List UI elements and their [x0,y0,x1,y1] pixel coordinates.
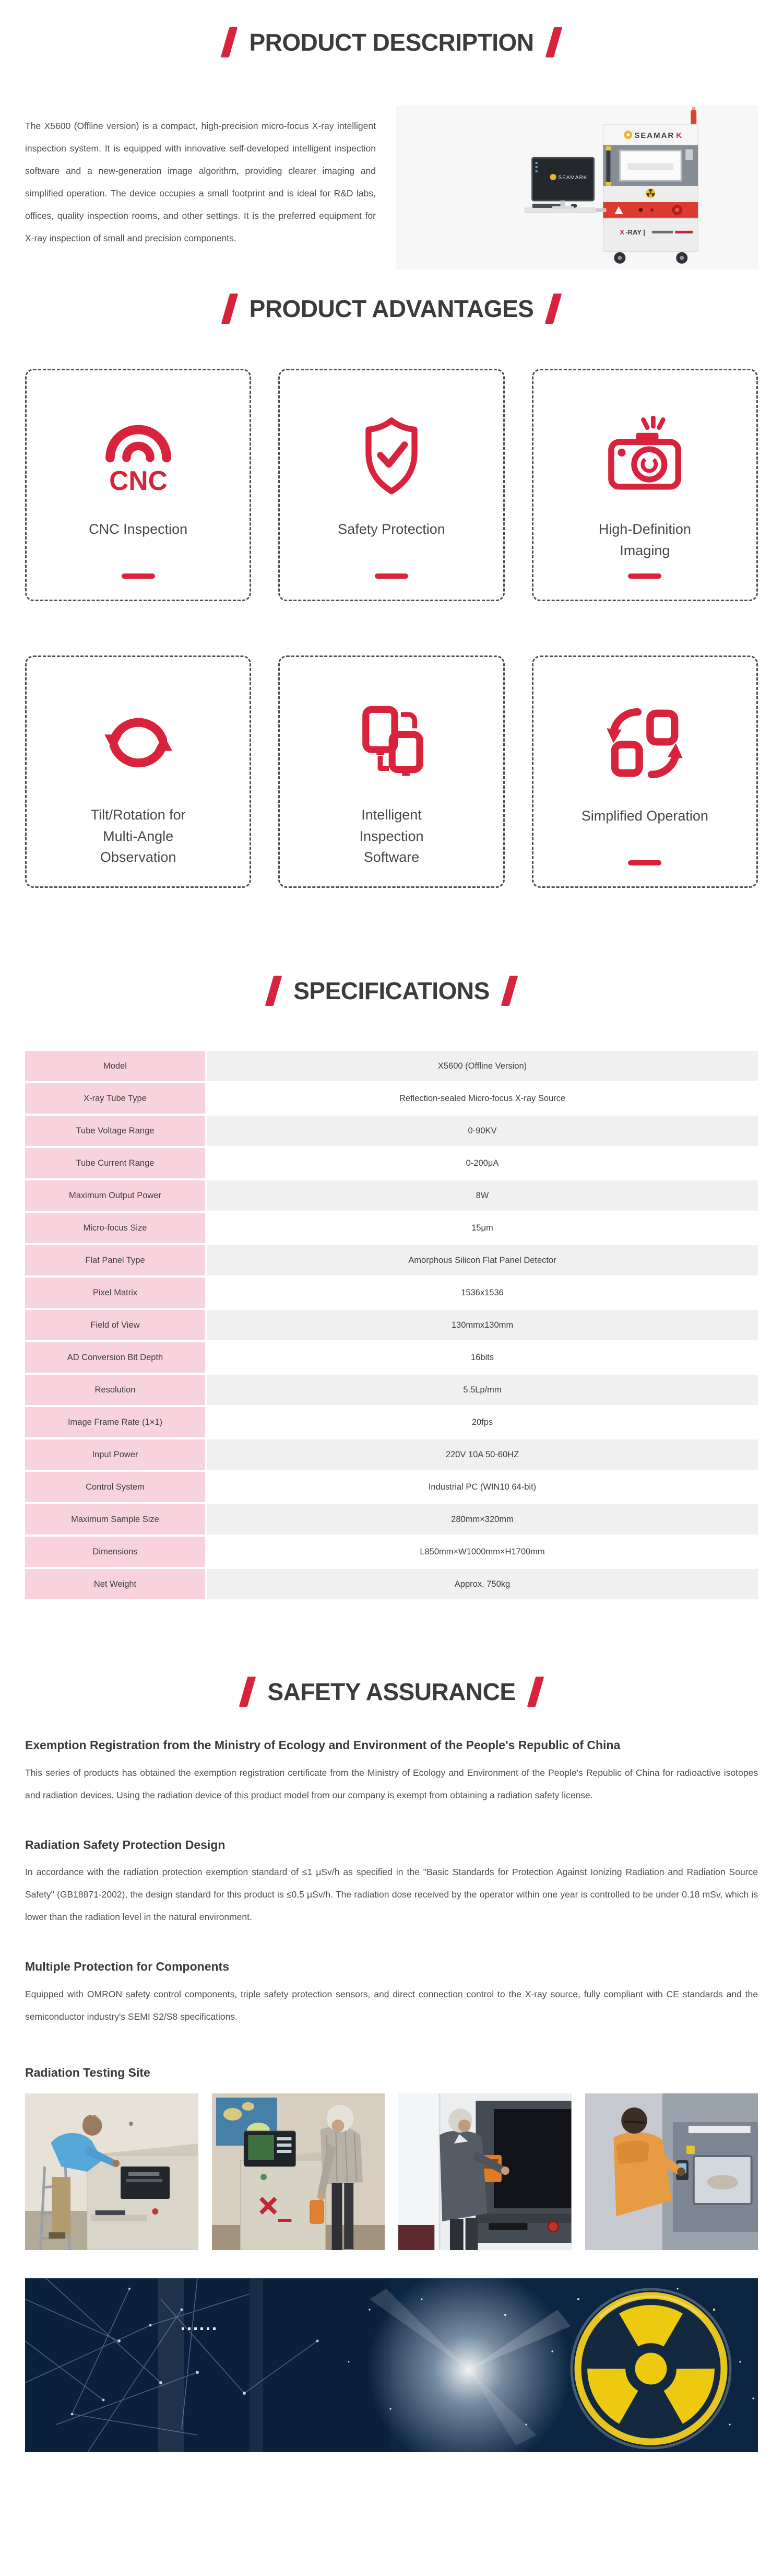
advantage-card [532,369,758,601]
spec-table-row [25,1083,758,1114]
door-handle [606,149,610,183]
spec-table-row [25,1504,758,1535]
spec-label: Maximum Sample Size [25,1504,205,1535]
spec-value: 0-200μA [207,1148,758,1178]
spec-table-row [25,1439,758,1470]
xray-label-x: X [620,228,625,236]
product-machine-illustration [396,106,758,270]
spec-value: L850mm×W1000mm×H1700mm [207,1537,758,1567]
advantage-label: High-Definition Imaging [598,521,691,558]
spec-label: Flat Panel Type [25,1245,205,1275]
spec-label: Net Weight [25,1569,205,1599]
spec-table-row [25,1116,758,1146]
rotate-arrows-icon [94,702,182,783]
spec-table-row [25,1537,758,1567]
safety-block-heading: Radiation Safety Protection Design [25,1837,226,1852]
spec-label: AD Conversion Bit Depth [25,1342,205,1373]
safety-block [25,1836,758,1929]
spec-table-row [25,1310,758,1340]
advantage-label: Tilt/Rotation for Multi-Angle Observation [90,807,186,865]
spec-label: Control System [25,1472,205,1502]
spec-table-row [25,1180,758,1211]
safety-blocks [25,1736,758,2028]
section-title-product-description [25,27,758,57]
red-slash-icon [501,976,518,1006]
spec-label: Input Power [25,1439,205,1470]
xray-label-rest: -RAY | [625,228,645,236]
spec-table [25,1051,758,1599]
spec-value: 5.5Lp/mm [207,1375,758,1405]
spec-value: 220V 10A 50-60HZ [207,1439,758,1470]
section-heading: SPECIFICATIONS [293,977,490,1004]
spec-table-row [25,1051,758,1081]
brand-text: SEAMAR [634,131,675,140]
safety-block-body: In accordance with the radiation protection exemption standard of ≤1 μSv/h as specified in the "Basic Standards for Protection Against Ionizing Radiation and Radiation Source Safety" (GB18871-2002), the design standard for this product is ≤0.5 μSv/h. The radiation dose received by the operator within one year is controlled to be under 0.18 mSv, which is lower than the radiation level in the natural environment. [25,1867,758,1923]
spec-value: 8W [207,1180,758,1211]
red-slash-icon [239,1677,256,1707]
description-section [25,106,758,270]
cnc-icon [94,415,182,498]
spec-value: 16bits [207,1342,758,1373]
advantage-label: CNC Inspection [89,521,188,537]
advantages-grid [25,369,758,888]
spec-table-row [25,1472,758,1502]
spec-table-row [25,1148,758,1178]
red-dash-underline [628,573,661,579]
product-image [396,106,758,270]
spec-table-row [25,1245,758,1275]
swap-arrows-icon [601,702,689,784]
spec-value: 280mm×320mm [207,1504,758,1535]
spec-value: 15μm [207,1213,758,1243]
radiation-banner [25,2278,758,2452]
advantage-card [25,655,251,888]
radiation-banner-graphic [25,2278,758,2452]
spec-value: 0-90KV [207,1116,758,1146]
red-slash-icon [527,1677,544,1707]
section-title-safety-assurance [25,1677,758,1707]
advantage-label: Safety Protection [338,521,445,537]
spec-table-row [25,1342,758,1373]
safety-block-body: This series of products has obtained the exemption registration certificate from the Ministry of Ecology and Environment of the People's Republic of China for radioactive isotopes and radiation devices. Using the radiation device of this product model from our company is exempt from obtaining a radiation safety license. [25,1767,758,1800]
spec-label: Maximum Output Power [25,1180,205,1211]
spec-value: Reflection-sealed Micro-focus X-ray Source [207,1083,758,1114]
spec-label: Resolution [25,1375,205,1405]
red-slash-icon [265,976,282,1006]
beacon-lamp [691,110,696,125]
spec-label: Tube Current Range [25,1148,205,1178]
spec-label: Dimensions [25,1537,205,1567]
spec-value: Amorphous Silicon Flat Panel Detector [207,1245,758,1275]
spec-label: Micro-focus Size [25,1213,205,1243]
red-slash-icon [221,294,238,324]
advantage-label: Intelligent Inspection Software [359,807,424,865]
safety-block-heading: Exemption Registration from the Ministry of Ecology and Environment of the People's Republic of China [25,1738,621,1752]
spec-value: Approx. 750kg [207,1569,758,1599]
radiation-sticker-icon [646,189,655,198]
network-monitors-icon [348,702,435,783]
spec-label: Tube Voltage Range [25,1116,205,1146]
spec-table-row [25,1278,758,1308]
radiation-test-photo-2 [212,2093,385,2250]
spec-label: Pixel Matrix [25,1278,205,1308]
spec-table-row [25,1569,758,1599]
spec-label: Model [25,1051,205,1081]
safety-block-body: Equipped with OMRON safety control components, triple safety protection sensors, and direct connection control to the X-ray source, fully compliant with CE standards and the semiconductor industry's SEMI S2/S8 specifications. [25,1988,758,2022]
spec-table-row [25,1375,758,1405]
red-slash-icon [545,27,562,57]
monitor-screen-brand: SEAMARK [558,175,588,181]
radiation-test-photo-3 [398,2093,572,2250]
spec-label: X-ray Tube Type [25,1083,205,1114]
section-heading: PRODUCT ADVANTAGES [249,295,534,322]
spec-value: 20fps [207,1407,758,1437]
spec-table-row [25,1213,758,1243]
advantage-card [532,655,758,888]
spec-value: 1536x1536 [207,1278,758,1308]
camera-icon [601,415,689,498]
section-title-specifications [25,976,758,1006]
safety-block [25,1958,758,2028]
shield-check-icon [348,415,435,498]
safety-block [25,1736,758,1807]
brand-accent-letter: K [676,131,682,140]
spec-table-row [25,1407,758,1437]
radiation-testing-site-heading: Radiation Testing Site [25,2065,150,2079]
section-title-product-advantages [25,294,758,324]
radiation-test-photo-4 [585,2093,758,2250]
advantage-card [25,369,251,601]
red-slash-icon [221,27,238,57]
red-slash-icon [545,294,562,324]
advantage-label: Simplified Operation [581,808,708,824]
red-dash-underline [375,573,408,579]
description-paragraph: The X5600 (Offline version) is a compact, high-precision micro-focus X-ray intelligent inspection system. It is equipped with innovative self-developed intelligent inspection software and a new-generation image algorithm, providing clearer imaging and simplified operation. The device occupies a small footprint and is ideal for R&D labs, offices, quality inspection rooms, and other settings. It is the preferred equipment for X-ray inspection of small and precision components. [25,120,376,243]
page-title: PRODUCT DESCRIPTION [249,29,534,56]
spec-label: Image Frame Rate (1×1) [25,1407,205,1437]
spec-value: 130mmx130mm [207,1310,758,1340]
red-dash-underline [628,860,661,865]
section-heading: SAFETY ASSURANCE [267,1678,516,1705]
red-dash-underline [122,573,155,579]
spec-value: X5600 (Offline Version) [207,1051,758,1081]
radiation-testing-photos [25,2093,758,2250]
radiation-trefoil-icon [572,2289,730,2448]
spec-value: Industrial PC (WIN10 64-bit) [207,1472,758,1502]
advantage-card [278,655,504,888]
advantage-card [278,369,504,601]
safety-block-heading: Multiple Protection for Components [25,1960,229,1974]
spec-label: Field of View [25,1310,205,1340]
radiation-test-photo-1 [25,2093,198,2250]
